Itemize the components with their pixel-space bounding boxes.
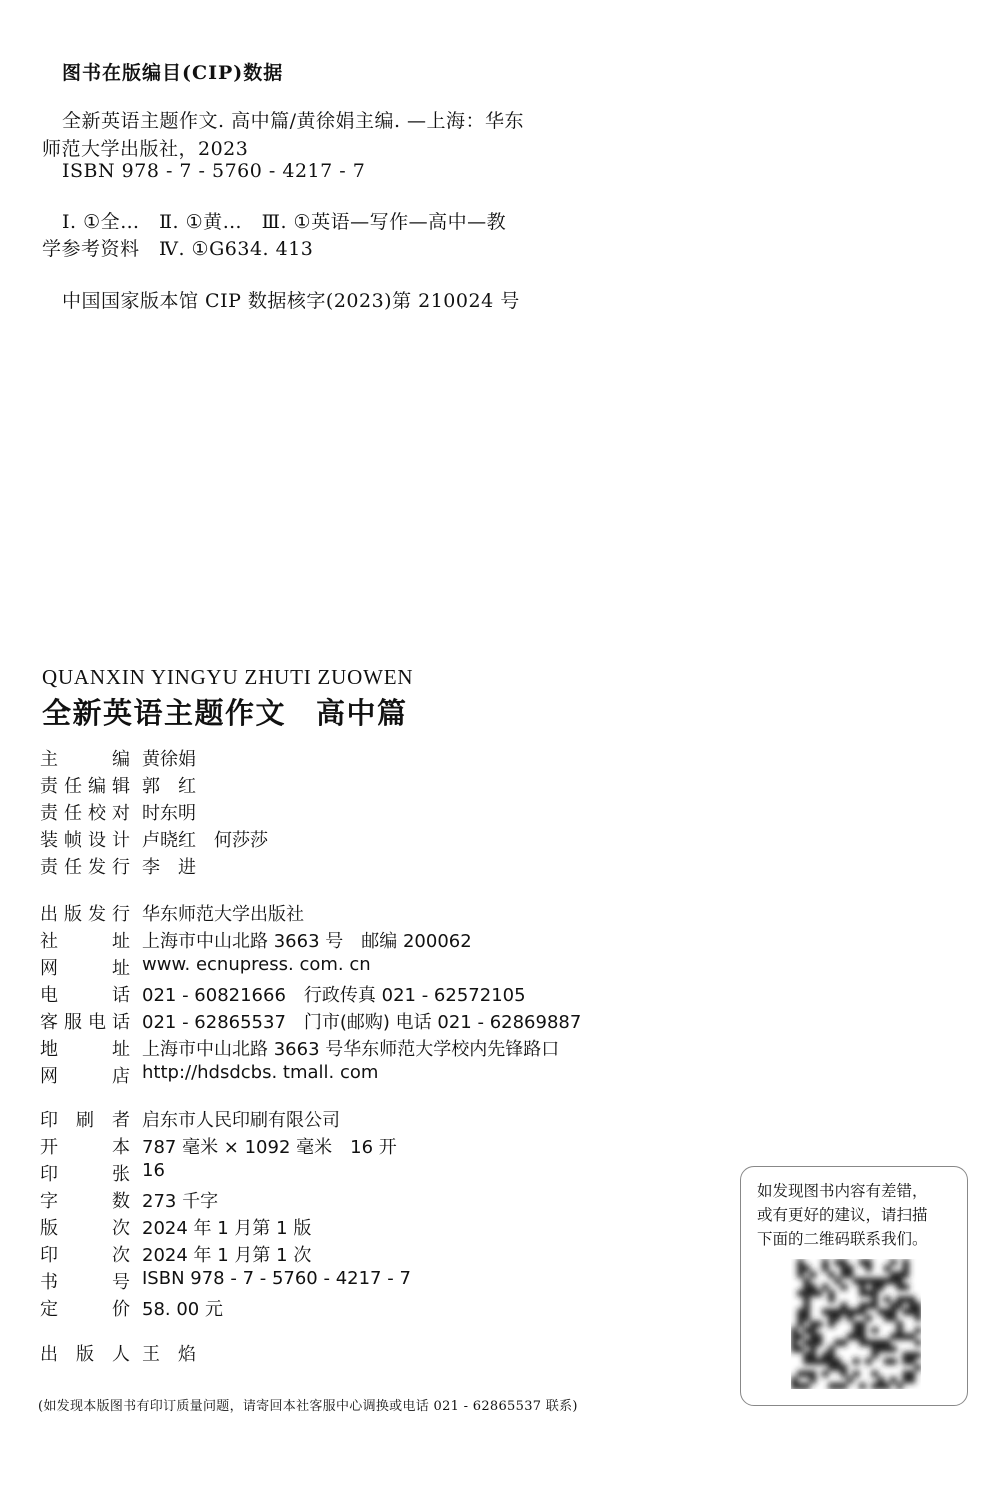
colophon-label: 地 址 (40, 1039, 130, 1060)
feedback-line: 下面的二维码联系我们。 (757, 1230, 928, 1248)
printing-row (40, 1133, 397, 1159)
printing-row (40, 1241, 312, 1267)
cip-line-title: 全新英语主题作文. 高中篇/黄徐娟主编. —上海：华东 (62, 110, 525, 132)
credits-row (40, 745, 196, 771)
printing-row (40, 1187, 219, 1213)
colophon-value: 黄徐娟 (142, 749, 196, 770)
book-title (42, 691, 408, 732)
printing-row (40, 1214, 312, 1240)
colophon-value: 273 千字 (142, 1191, 219, 1212)
colophon-value: 2024 年 1 月第 1 次 (142, 1245, 312, 1266)
credits-row (40, 853, 196, 879)
cip-line-record-number: 中国国家版本馆 CIP 数据核字(2023)第 210024 号 (62, 290, 520, 312)
feedback-line: 或有更好的建议，请扫描 (757, 1206, 928, 1224)
colophon-value: 上海市中山北路 3663 号华东师范大学校内先锋路口 (142, 1039, 560, 1060)
publisher-row (40, 927, 472, 953)
colophon-value: http://hdsdcbs. tmall. com (142, 1062, 379, 1083)
colophon-label: 出版发行 (40, 904, 130, 925)
colophon-label: 书 号 (40, 1272, 130, 1293)
colophon-label: 网 店 (40, 1066, 130, 1087)
cip-heading: 图书在版编目(CIP)数据 (62, 62, 284, 84)
colophon-value: 华东师范大学出版社 (142, 904, 304, 925)
colophon-label: 字 数 (40, 1191, 130, 1212)
book-subtitle: 高中篇 (316, 696, 408, 730)
colophon-label: 客服电话 (40, 1012, 130, 1033)
colophon-value: 58. 00 元 (142, 1299, 223, 1320)
feedback-text (757, 1179, 928, 1251)
colophon-value: 启东市人民印刷有限公司 (142, 1110, 340, 1131)
colophon-value: 时东明 (142, 803, 196, 824)
cip-line-isbn: ISBN 978 - 7 - 5760 - 4217 - 7 (62, 160, 366, 182)
publisher-row (40, 1008, 582, 1034)
colophon-value: ISBN 978 - 7 - 5760 - 4217 - 7 (142, 1268, 411, 1289)
printing-row (40, 1295, 223, 1321)
colophon-value: 021 - 60821666 行政传真 021 - 62572105 (142, 985, 526, 1006)
colophon-value: 2024 年 1 月第 1 版 (142, 1218, 312, 1239)
publisher-row (40, 981, 526, 1007)
colophon-value: www. ecnupress. com. cn (142, 954, 371, 975)
colophon-value: 16 (142, 1160, 165, 1181)
colophon-value: 上海市中山北路 3663 号 邮编 200062 (142, 931, 472, 952)
colophon-label: 出 版 人 (40, 1344, 130, 1365)
colophon-label: 责任发行 (40, 857, 130, 878)
colophon-label: 版 次 (40, 1218, 130, 1239)
colophon-value: 王 焰 (142, 1344, 196, 1365)
publisher-row (40, 1062, 379, 1088)
feedback-box (740, 1166, 968, 1406)
cip-line-classification-cont: 学参考资料 Ⅳ. ①G634. 413 (42, 238, 314, 260)
cip-line-publisher: 师范大学出版社，2023 (42, 138, 249, 160)
credits-row (40, 799, 196, 825)
colophon-label: 责任校对 (40, 803, 130, 824)
credits-row (40, 826, 268, 852)
publisher-person-row (40, 1340, 196, 1366)
feedback-line: 如发现图书内容有差错， (757, 1182, 928, 1200)
colophon-label: 电 话 (40, 985, 130, 1006)
colophon-label: 社 址 (40, 931, 130, 952)
colophon-label: 印 张 (40, 1164, 130, 1185)
colophon-label: 主 编 (40, 749, 130, 770)
publisher-row (40, 1035, 560, 1061)
colophon-label: 定 价 (40, 1299, 130, 1320)
publisher-row (40, 954, 371, 980)
book-title-main: 全新英语主题作文 (42, 696, 287, 730)
colophon-label: 印 次 (40, 1245, 130, 1266)
colophon-label: 印 刷 者 (40, 1110, 130, 1131)
colophon-value: 卢晓红 何莎莎 (142, 830, 268, 851)
colophon-label: 装帧设计 (40, 830, 130, 851)
printing-row (40, 1268, 411, 1294)
publisher-row (40, 900, 304, 926)
quality-footnote: (如发现本版图书有印订质量问题，请寄回本社客服中心调换或电话 021 - 62865537 联系) (38, 1399, 578, 1414)
colophon-label: 网 址 (40, 958, 130, 979)
colophon-value: 021 - 62865537 门市(邮购) 电话 021 - 62869887 (142, 1012, 582, 1033)
credits-row (40, 772, 196, 798)
colophon-value: 李 进 (142, 857, 196, 878)
colophon-label: 开 本 (40, 1137, 130, 1158)
printing-row (40, 1106, 340, 1132)
book-title-pinyin: QUANXIN YINGYU ZHUTI ZUOWEN (42, 665, 414, 689)
qr-code-icon[interactable] (791, 1259, 921, 1389)
colophon-value: 787 毫米 × 1092 毫米 16 开 (142, 1137, 397, 1158)
cip-line-classification: Ⅰ. ①全… Ⅱ. ①黄… Ⅲ. ①英语—写作—高中—教 (62, 211, 507, 233)
colophon-label: 责任编辑 (40, 776, 130, 797)
colophon-value: 郭 红 (142, 776, 196, 797)
printing-row (40, 1160, 165, 1186)
